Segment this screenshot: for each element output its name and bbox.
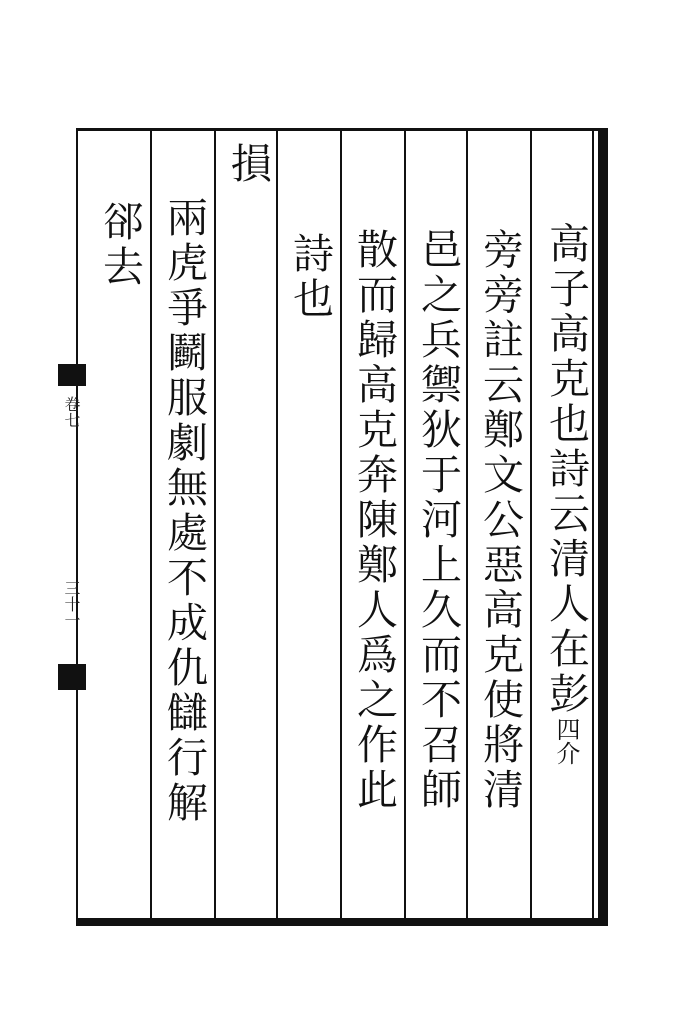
- frame-left-border: [76, 128, 78, 926]
- frame-top-border: [78, 128, 608, 131]
- column-rule: [150, 130, 152, 920]
- column-rule: [214, 130, 216, 920]
- column-rule: [530, 130, 532, 920]
- column-rule: [466, 130, 468, 920]
- text-column-3: 邑之兵禦狄于河上久而不召師: [414, 228, 462, 813]
- text-column-5: 詩也: [286, 232, 334, 322]
- column-rule: [404, 130, 406, 920]
- frame-right-inner-line: [592, 130, 594, 920]
- text-column-1: 高子高克也詩云清人在彭四介: [542, 222, 590, 765]
- frame-right-border: [598, 128, 608, 926]
- column-rule: [276, 130, 278, 920]
- fold-fish-tail-bottom: [58, 664, 86, 690]
- folio-number: 三十一: [62, 580, 81, 628]
- text-column-2: 旁旁註云鄭文公惡高克使將清: [476, 228, 524, 813]
- juan-label: 卷七: [62, 396, 81, 428]
- text-column-4: 散而歸高克奔陳鄭人爲之作此: [350, 228, 398, 813]
- fold-fish-tail-top: [58, 364, 86, 386]
- text-column-7: 兩虎爭鬬服劇無處不成仇讎行解: [160, 196, 208, 826]
- interlinear-note: 四介: [552, 717, 580, 765]
- text-column-8: 郤去: [96, 200, 144, 290]
- text-column-6: 損: [224, 142, 272, 187]
- frame-bottom-border: [78, 918, 608, 926]
- column-rule: [340, 130, 342, 920]
